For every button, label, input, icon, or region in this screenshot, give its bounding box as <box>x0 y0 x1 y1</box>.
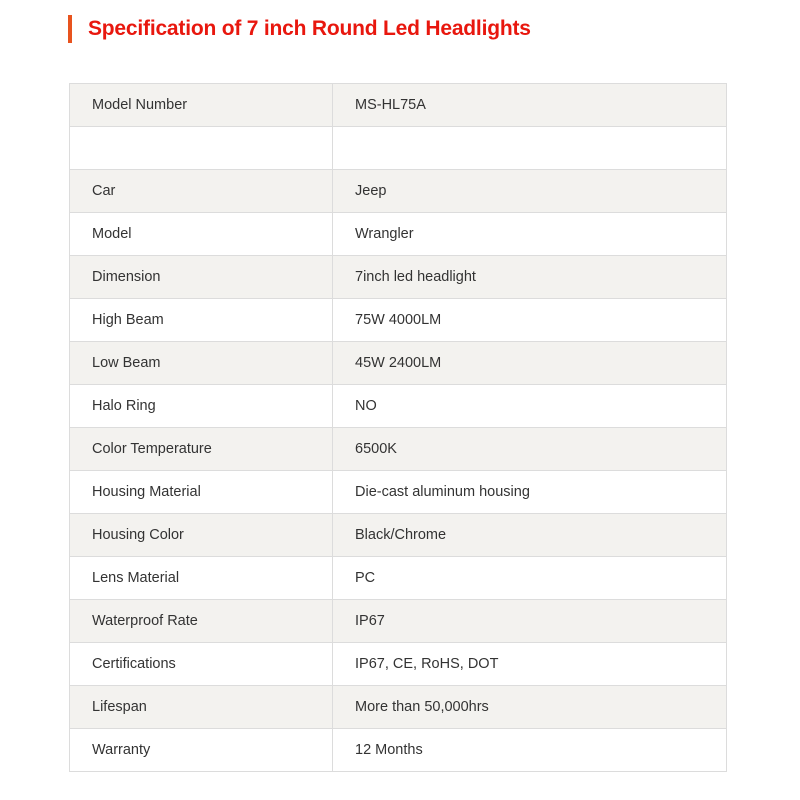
row-label <box>70 127 333 170</box>
table-row <box>70 600 727 643</box>
row-label: Dimension <box>70 256 333 299</box>
table-row <box>70 170 727 213</box>
row-value: Die-cast aluminum housing <box>333 471 727 514</box>
row-value: More than 50,000hrs <box>333 686 727 729</box>
row-label: Housing Material <box>70 471 333 514</box>
row-label: Lifespan <box>70 686 333 729</box>
row-value: Wrangler <box>333 213 727 256</box>
table-row <box>70 299 727 342</box>
table-row <box>70 256 727 299</box>
table-row <box>70 213 727 256</box>
page-title: Specification of 7 inch Round Led Headlights <box>88 17 531 40</box>
table-row <box>70 385 727 428</box>
row-value: 75W 4000LM <box>333 299 727 342</box>
table-row <box>70 428 727 471</box>
row-value: 12 Months <box>333 729 727 772</box>
row-value: PC <box>333 557 727 600</box>
row-value: Black/Chrome <box>333 514 727 557</box>
row-label: Model <box>70 213 333 256</box>
row-label: Lens Material <box>70 557 333 600</box>
row-label: Warranty <box>70 729 333 772</box>
table-row <box>70 471 727 514</box>
row-label: Housing Color <box>70 514 333 557</box>
accent-bar <box>68 15 72 43</box>
row-value: MS-HL75A <box>333 84 727 127</box>
table-row-blank <box>70 127 727 170</box>
row-value: 45W 2400LM <box>333 342 727 385</box>
table-row <box>70 686 727 729</box>
row-value: IP67 <box>333 600 727 643</box>
spec-table <box>69 83 727 772</box>
table-row <box>70 342 727 385</box>
table-row <box>70 84 727 127</box>
row-label: High Beam <box>70 299 333 342</box>
table-row <box>70 557 727 600</box>
section-header <box>68 14 531 44</box>
row-label: Model Number <box>70 84 333 127</box>
row-label: Low Beam <box>70 342 333 385</box>
table-row <box>70 729 727 772</box>
row-label: Halo Ring <box>70 385 333 428</box>
row-label: Car <box>70 170 333 213</box>
row-value <box>333 127 727 170</box>
row-value: IP67, CE, RoHS, DOT <box>333 643 727 686</box>
row-value: 6500K <box>333 428 727 471</box>
row-label: Certifications <box>70 643 333 686</box>
table-row <box>70 643 727 686</box>
row-label: Color Temperature <box>70 428 333 471</box>
row-value: Jeep <box>333 170 727 213</box>
table-row <box>70 514 727 557</box>
row-value: NO <box>333 385 727 428</box>
row-value: 7inch led headlight <box>333 256 727 299</box>
row-label: Waterproof Rate <box>70 600 333 643</box>
